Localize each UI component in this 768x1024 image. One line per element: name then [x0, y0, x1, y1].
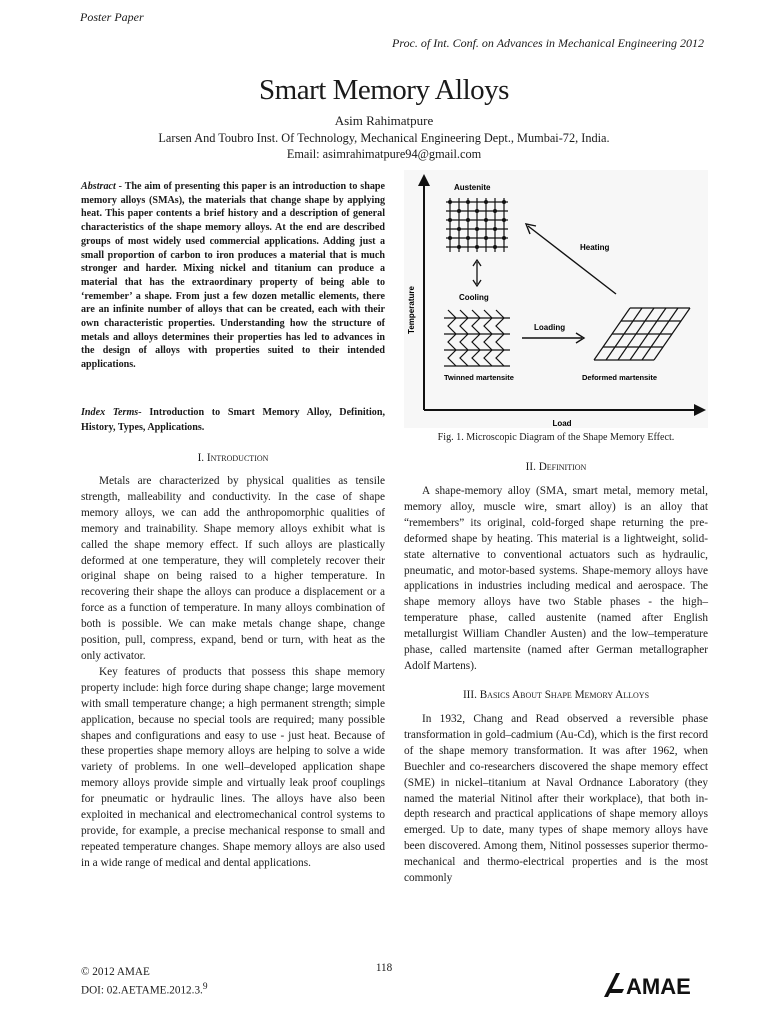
amae-logo-mark-icon	[604, 973, 624, 997]
paragraph: In 1932, Chang and Read observed a reversible phase transformation in gold–cadmium (Au-Cd), which is the first record of the shape memory transformation. It was after 1962, when Buechler and co-researchers discovered the shape memory effect (SME) in nickel–titanium at Naval Ordnance Laboratory (they named the material Nitinol after their workplace), that both in-depth research and practical applications of shape memory alloys emerged. Up to date, many types of shape memory alloys have been discovered. Among them, Nitinol possesses superior thermo-mechanical and thermo-electrical properties and is the most commonly	[404, 713, 708, 885]
page-number: 118	[375, 962, 393, 974]
index-terms-text: Introduction to Smart Memory Alloy, Definition, History, Types, Applications.	[81, 407, 385, 433]
paragraph: A shape-memory alloy (SMA, smart metal, memory metal, memory alloy, muscle wire, smart alloy) is an alloy that “remembers” its original, cold-forged shape returning the pre-deformed shape by heating. This material is a lightweight, solid-state alternative to conventional actuators such as hydraulic, pneumatic, and motor-based systems. Shape-memory alloys have applications in industries including medical and aerospace. The shape memory alloys have two Stable phases - the high–temperature phase, called austenite (named after English metallurgist William Chandler Austen) and the low–temperature phase, called martensite (named after German metallographer Adolf Martens).	[404, 485, 708, 672]
abstract	[81, 180, 385, 372]
paper-title: Smart Memory Alloys	[259, 74, 509, 106]
x-axis-label: Load	[552, 419, 572, 428]
abstract-label: Abstract -	[81, 181, 122, 192]
doi-text: DOI: 02.AETAME.2012.3.	[81, 984, 203, 997]
shape-memory-diagram	[404, 170, 708, 428]
section-heading-definition: II. Definition	[525, 461, 587, 473]
footer-copyright: © 2012 AMAE	[81, 966, 150, 978]
cooling-label: Cooling	[459, 293, 489, 302]
section-heading-introduction: I. Introduction	[197, 452, 269, 464]
running-header-left: Poster Paper	[80, 10, 144, 24]
section-body-definition	[404, 484, 708, 675]
section-body-basics	[404, 712, 708, 887]
paragraph: Metals are characterized by physical qualities as tensile strength, malleability and conductivity. In the case of shape memory alloys, we can add the anthropomorphic qualities of memory and trainability. Shape memory alloys exhibit what is called the shape memory effect. If such alloys are plastically deformed at one temperature, they will completely recover their original shape on being raised to a higher temperature. In recovering their shape the alloys can produce a displacement or a force as a function of temperature. In many alloys combination of both is possible. We can make metals change shape, change position, pull, compress, expand, bend or turn, with heat as the only activator.	[81, 475, 385, 662]
index-terms	[81, 405, 385, 435]
twinned-martensite-label: Twinned martensite	[444, 373, 514, 382]
section-body-introduction	[81, 474, 385, 872]
index-terms-label: Index Terms-	[81, 407, 142, 418]
heating-label: Heating	[580, 243, 610, 252]
author-name: Asim Rahimatpure	[334, 113, 434, 128]
author-email: Email: asimrahimatpure94@gmail.com	[286, 147, 482, 161]
amae-logo	[602, 969, 708, 999]
amae-logo-text: AMAE	[626, 974, 691, 999]
doi-suffix: 9	[202, 982, 208, 992]
deformed-martensite-label: Deformed martensite	[582, 373, 658, 382]
section-heading-basics: III. Basics About Shape Memory Alloys	[462, 689, 650, 701]
running-header-right: Proc. of Int. Conf. on Advances in Mechanical Engineering 2012	[392, 36, 704, 50]
author-affiliation: Larsen And Toubro Inst. Of Technology, Mechanical Engineering Dept., Mumbai-72, India.	[158, 131, 610, 145]
austenite-label: Austenite	[454, 183, 491, 192]
y-axis-label: Temperature	[407, 286, 416, 334]
paragraph: Key features of products that possess this shape memory property include: high force during shape change; large movement with small temperature change; a high permanent strength; simple application, because no special tools are required; many possible shapes and configurations and easy to use - just heat. Because of these properties shape memory alloys are helping to solve a wide variety of problems. In one well–developed application shape memory alloys provide simple and virtually leak proof couplings for pneumatic or hydraulic lines. The alloys have also been exploited in mechanical and electromechanical control systems to provide, for example, a precise mechanical response to small and repeated temperature changes. Shape memory alloys are also used in a wide range of medical and dental applications.	[81, 665, 385, 869]
figure-caption: Fig. 1. Microscopic Diagram of the Shape Memory Effect.	[437, 432, 675, 443]
abstract-text: The aim of presenting this paper is an introduction to shape memory alloys (SMAs), the materials that change shape by applying heat. This paper contents a brief history and a description of general characteristics of the shape memory alloys. At the end are described groups of most widely used commercial applications. Adding just a small proportion of carbon to iron produces a material that is much stronger and harder. Mixing nickel and titanium can produce a material that has the extraordinary property of being able to ‘remember’ a shape. From just a few dozen metallic elements, there are an infinite number of alloys that can be created, each with their own characteristic properties. Understanding how the structure of metals and alloys determines their properties has led to advances in the design of alloys with properties suited to their intended applications.	[81, 181, 385, 371]
footer-doi	[81, 982, 208, 997]
loading-label: Loading	[534, 323, 566, 332]
